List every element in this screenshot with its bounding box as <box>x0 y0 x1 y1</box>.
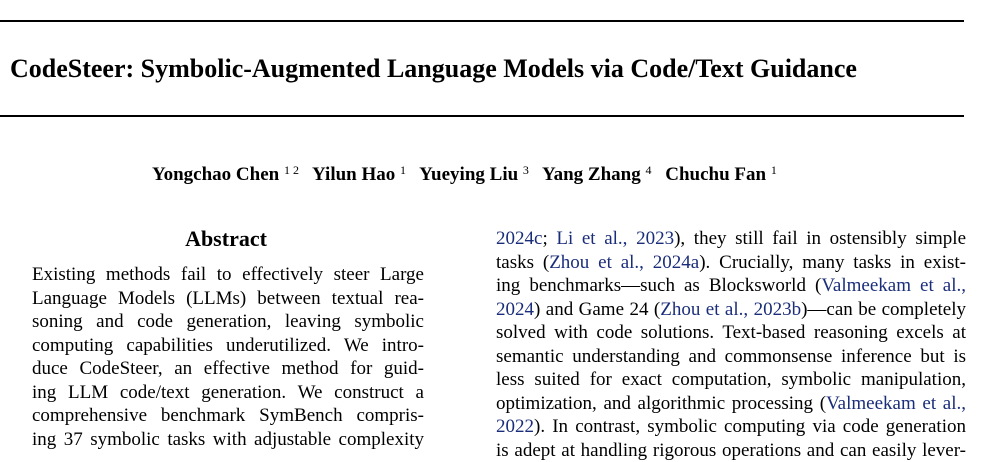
citation-link[interactable]: Valmeekam et al., <box>826 393 966 414</box>
paper-title: CodeSteer: Symbolic-Augmented Language Models via Code/Text Guidance <box>10 53 970 85</box>
body-line: solved with code solutions. Text-based reasoning excels at <box>496 321 966 345</box>
introduction-text <box>496 227 966 462</box>
abstract-line: ing LLM code/text generation. We construct a <box>32 381 424 405</box>
body-line: 2024) and Game 24 (Zhou et al., 2023b)—can be completely <box>496 298 966 322</box>
author: Yueying Liu $^3$ <box>419 164 529 185</box>
body-line: optimization, and algorithmic processing (Valmeekam et al., <box>496 392 966 416</box>
author: Chuchu Fan $^1$ <box>665 164 777 185</box>
author: Yilun Hao $^1$ <box>312 164 406 185</box>
citation-link[interactable]: Zhou et al., 2023b <box>660 299 801 320</box>
body-line: 2024c; Li et al., 2023), they still fail in ostensibly simple <box>496 227 966 251</box>
citation-link[interactable]: 2024c <box>496 228 542 249</box>
abstract-line: ing 37 symbolic tasks with adjustable complexity <box>32 428 424 452</box>
citation-link[interactable]: 2024 <box>496 299 534 320</box>
abstract-line: soning and code generation, leaving symbolic <box>32 310 424 334</box>
abstract-line: Existing methods fail to effectively steer Large <box>32 263 424 287</box>
body-line: tasks (Zhou et al., 2024a). Crucially, many tasks in exist- <box>496 251 966 275</box>
abstract-line: Language Models (LLMs) between textual rea- <box>32 287 424 311</box>
author-list <box>152 158 852 187</box>
author: Yongchao Chen $^{1 2}$ <box>152 164 299 185</box>
citation-link[interactable]: Valmeekam et al., <box>821 275 966 296</box>
body-line: semantic understanding and commonsense inference but is <box>496 345 966 369</box>
body-line: ing benchmarks—such as Blocksworld (Valmeekam et al., <box>496 274 966 298</box>
abstract-line: comprehensive benchmark SymBench compris- <box>32 404 424 428</box>
abstract-text <box>32 263 424 451</box>
citation-link[interactable]: Zhou et al., 2024a <box>549 252 699 273</box>
citation-link[interactable]: Li et al., 2023 <box>556 228 674 249</box>
citation-link[interactable]: 2022 <box>496 416 534 437</box>
abstract-line: computing capabilities underutilized. We intro- <box>32 334 424 358</box>
body-line: less suited for exact computation, symbolic manipulation, <box>496 368 966 392</box>
body-line: is adept at handling rigorous operations and can easily lever- <box>496 439 966 462</box>
title-top-rule <box>0 20 964 22</box>
author: Yang Zhang $^4$ <box>542 164 652 185</box>
abstract-line: duce CodeSteer, an effective method for guid- <box>32 357 424 381</box>
title-bottom-rule <box>0 115 964 117</box>
abstract-heading: Abstract <box>32 225 420 253</box>
body-line: 2022). In contrast, symbolic computing via code generation <box>496 415 966 439</box>
